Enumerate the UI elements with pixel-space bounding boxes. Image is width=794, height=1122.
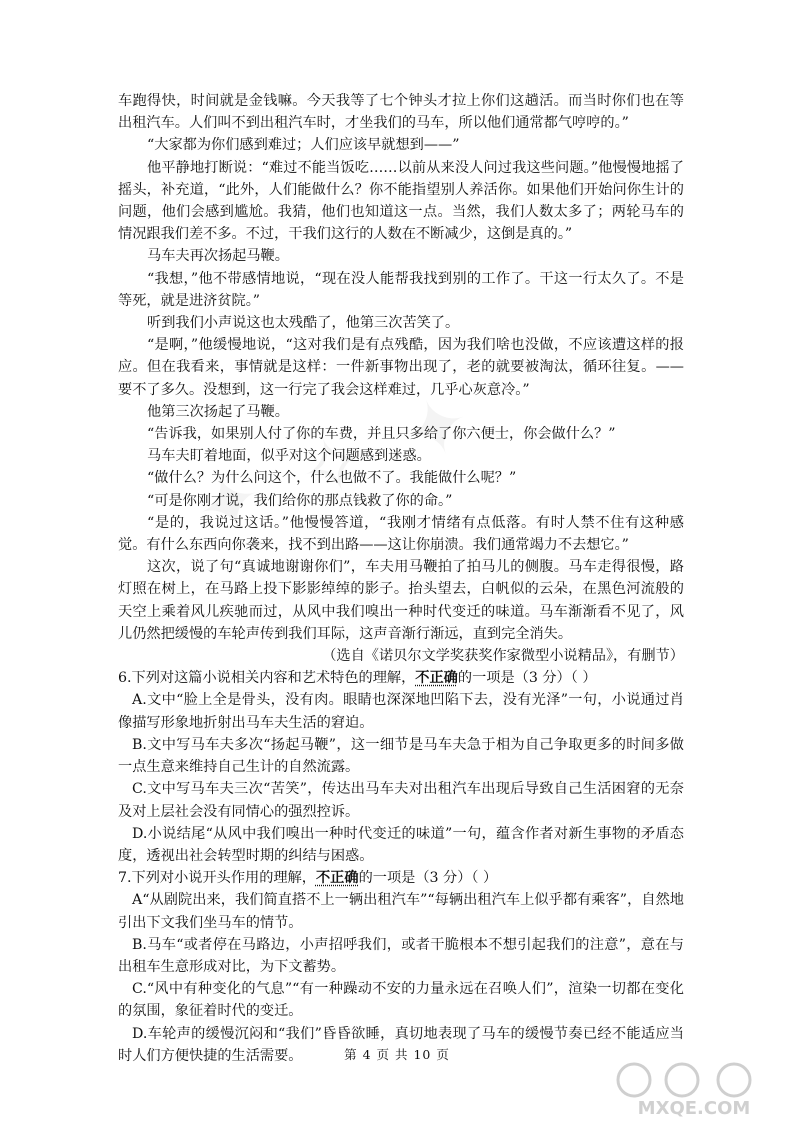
body-text <box>118 90 684 1067</box>
story-paragraphs <box>118 90 684 667</box>
answer-option: D.小说结尾“从风中我们嗅出一种时代变迁的味道”一句，蕴含作者对新生事物的矛盾态度，透视出社会转型时期的纠结与困惑。 <box>118 825 684 864</box>
answer-option: C.“风中有种变化的气息”“有一种躁动不安的力量永远在召唤人们”，渲染一切都在变化的氛围，象征着时代的变迁。 <box>118 981 684 1020</box>
story-paragraph: “是啊，”他缓慢地说，“这对我们是有点残酷，因为我们啥也没做，不应该遭这样的报应。但在我看来，事情就是这样：一件新事物出现了，老的就要被淘汰，循环往复。——要不了多久。没想到，这一行完了我会这样难过，几乎心灰意冷。” <box>118 337 684 398</box>
story-paragraph: 这次，说了句“真诚地谢谢你们”，车夫用马鞭拍了拍马儿的侧腹。马车走得很慢，路灯照在树上，在马路上投下影影绰绰的影子。抬头望去，白帆似的云朵，在黑色河流般的天空上乘着风儿疾驰而过，从风中我们嗅出一种时代变迁的味道。马车渐渐看不见了，风儿仍然把缓慢的车轮声传到我们耳际，这声音渐行渐远，直到完全消失。 <box>118 559 684 642</box>
question-6-stem: 6.下列对这篇小说相关内容和艺术特色的理解，不正确的一项是（3 分）（ ） <box>118 670 597 687</box>
logo-text: MXQE.COM <box>637 1098 751 1118</box>
story-paragraph: 他第三次扬起了马鞭。 <box>147 403 289 420</box>
story-paragraph: “告诉我，如果别人付了你的车费，并且只多给了你六便士，你会做什么？” <box>147 426 616 443</box>
site-logo <box>604 1060 784 1118</box>
story-paragraph: “做什么？为什么问这个，什么也做不了。我能做什么呢？” <box>147 470 517 487</box>
story-paragraph: “大家都为你们感到难过；人们应该早就想到——” <box>147 137 460 154</box>
answer-option: B.马车“或者停在马路边，小声招呼我们，或者干脆根本不想引起我们的注意”，意在与出租车生意形成对比，为下文蓄势。 <box>118 936 684 975</box>
answer-option: B.文中写马车夫多次“扬起马鞭”，这一细节是马车夫急于相为自己争取更多的时间多做一点生意来维持自己生计的自然流露。 <box>118 736 684 776</box>
question-7-stem: 7.下列对小说开头作用的理解，不正确的一项是（3 分）（ ） <box>118 870 498 887</box>
answer-option: D.车轮声的缓慢沉闷和“我们”昏昏欲睡，真切地表现了马车的缓慢节奏已经不能适应当时人们方便快捷的生活需要。 <box>118 1025 684 1064</box>
answer-option: A“从剧院出来，我们简直搭不上一辆出租汽车”“每辆出租汽车上似乎都有乘客”，自然地引出下文我们坐马车的情节。 <box>118 892 684 931</box>
story-paragraph: “是的，我说过这话。”他慢慢答道，“我刚才情绪有点低落。有时人禁不住有这种感觉。有什么东西向你袭来，找不到出路——这让你崩溃。我们通常竭力不去想它。” <box>118 514 684 554</box>
story-paragraph: 马车夫盯着地面，似乎对这个问题感到迷惑。 <box>147 448 431 465</box>
story-paragraph: 听到我们小声说这也太残酷了，他第三次苦笑了。 <box>147 315 460 332</box>
question-7-options <box>118 889 684 1067</box>
story-paragraph: 他平静地打断说：“难过不能当饭吃……以前从来没人问过我这些问题。”他慢慢地摇了摇头，补充道，“此外，人们能做什么？你不能指望别人养活你。如果他们开始问你生计的问题，他们会感到尴尬。我猜，他们也知道这一点。当然，我们人数太多了；两轮马车的情况跟我们差不多。不过，干我们这行的人数在不断减少，这倒是真的。” <box>118 159 684 243</box>
question-6-options <box>118 689 684 867</box>
story-paragraph: “我想，”他不带感情地说，“现在没人能帮我找到别的工作了。干这一行太久了。不是等死，就是进济贫院。” <box>118 270 684 309</box>
answer-option: C.文中写马车夫三次“苦笑”，传达出马车夫对出租汽车出现后导致自己生活困窘的无奈及对上层社会没有同情心的强烈控诉。 <box>118 781 684 820</box>
story-paragraph: “可是你刚才说，我们给你的那点钱救了你的命。” <box>147 492 453 509</box>
story-paragraph: 马车夫再次扬起马鞭。 <box>147 248 289 265</box>
page-footer: 第 4 页 共 10 页 <box>344 1047 450 1062</box>
source-note: （选自《诺贝尔文学奖获奖作家微型小说精品》，有删节） <box>322 648 684 665</box>
story-paragraph: 车跑得快，时间就是金钱嘛。今天我等了七个钟头才拉上你们这趟活。而当时你们也在等出租汽车。人们叫不到出租汽车时，才坐我们的马车，所以他们通常都气哼哼的。” <box>118 93 684 132</box>
answer-option: A.文中“脸上全是骨头，没有肉。眼睛也深深地凹陷下去，没有光泽”一句，小说通过肖像描写形象地折射出马车夫生活的窘迫。 <box>118 692 684 731</box>
